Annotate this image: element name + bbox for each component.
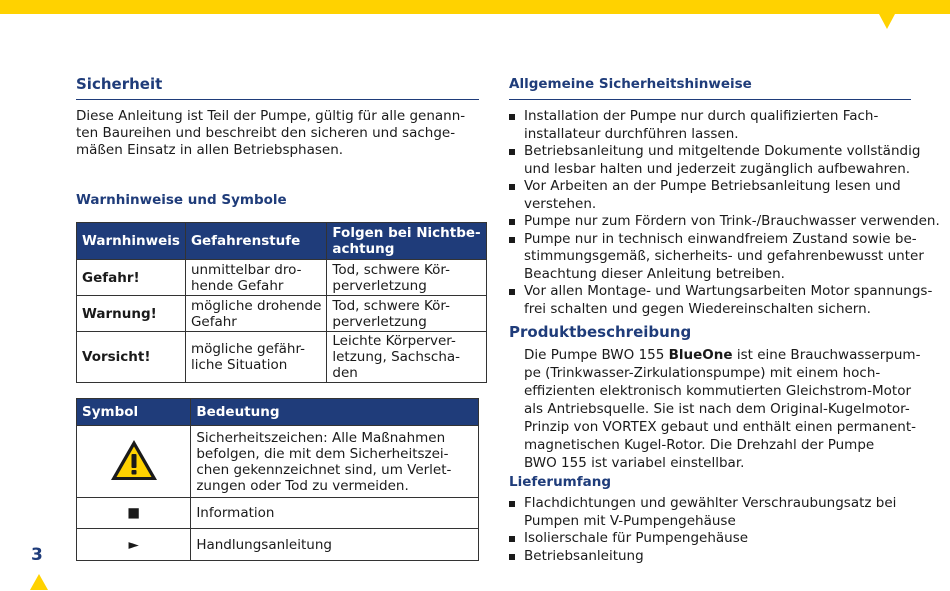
header-warnhinweis: Warnhinweis — [77, 223, 186, 260]
section-title-sicherheit: Sicherheit — [76, 75, 163, 93]
list-item: Installation der Pumpe nur durch qualifizierten Fach- installateur durchführen lassen. — [509, 108, 940, 143]
delivery-list — [509, 495, 896, 565]
warn-heading: Warnhinweise und Symbole — [76, 192, 287, 208]
warning-table — [76, 222, 487, 383]
list-item: Pumpe nur zum Fördern von Trink-/Brauchwasser verwenden. — [509, 213, 940, 231]
symbol-table-header — [77, 399, 479, 426]
meaning-cell: Handlungsanleitung — [191, 529, 479, 561]
title-rule — [509, 99, 911, 100]
symbol-cell — [77, 498, 191, 529]
row-label: Vorsicht! — [77, 332, 186, 383]
list-item: Isolierschale für Pumpengehäuse — [509, 530, 896, 548]
warning-triangle-icon — [109, 438, 159, 482]
top-accent-bar — [0, 0, 950, 14]
list-item: Vor allen Montage- und Wartungsarbeiten Motor spannungs- frei schalten und gegen Wiedereinschalten sichern. — [509, 283, 940, 318]
section-title-sicherheitshinweise: Allgemeine Sicherheitshinweise — [509, 76, 752, 92]
header-bedeutung: Bedeutung — [191, 399, 479, 426]
intro-paragraph: Diese Anleitung ist Teil der Pumpe, gültig für alle genann- ten Baureihen und beschreibt den sicheren und sachge- mäßen Einsatz in allen Betriebsphasen. — [76, 108, 466, 158]
row-consequence: Tod, schwere Kör- perverletzung — [327, 260, 486, 296]
list-item: Betriebsanleitung und mitgeltende Dokumente vollständig und lesbar halten und jederzeit zugänglich aufbewahren. — [509, 143, 940, 178]
section-title-lieferumfang: Lieferumfang — [509, 474, 612, 490]
list-item: Flachdichtungen und gewählter Verschraubungsatz bei Pumpen mit V-Pumpengehäuse — [509, 495, 896, 530]
list-item: Pumpe nur in technisch einwandfreiem Zustand sowie be- stimmungsgemäß, sicherheits- und gefahrenbewusst unter Beachtung dieser Anleitung betreiben. — [509, 231, 940, 284]
table-row — [77, 498, 479, 529]
row-consequence: Leichte Körperver- letzung, Sachscha- den — [327, 332, 486, 383]
product-paragraph: Die Pumpe BWO 155 BlueOne ist eine Brauchwasserpum- pe (Trinkwasser-Zirkulationspumpe) mit einem hoch- effizienten elektronisch kommutierten Gleichstrom-Motor als Antriebsquelle. Sie ist nach dem Original-Kugelmotor- Prinzip von VORTEX gebaut und enthält einen permanent- magnetischen Kugel-Rotor. Die Drehzahl der Pumpe BWO 155 ist variabel einstellbar. — [524, 347, 921, 471]
symbol-cell — [77, 426, 191, 498]
table-row — [77, 260, 487, 296]
symbol-table — [76, 398, 479, 561]
meaning-cell: Sicherheitszeichen: Alle Maßnahmen befolgen, die mit dem Sicherheitszei- chen gekennzeichnet sind, um Verlet- zungen oder Tod zu vermeiden. — [191, 426, 479, 498]
row-level: mögliche drohende Gefahr — [185, 296, 326, 332]
list-item: Betriebsanleitung — [509, 548, 896, 566]
row-label: Gefahr! — [77, 260, 186, 296]
table-row — [77, 529, 479, 561]
list-item: Vor Arbeiten an der Pumpe Betriebsanleitung lesen und verstehen. — [509, 178, 940, 213]
meaning-cell: Information — [191, 498, 479, 529]
row-level: mögliche gefähr- liche Situation — [185, 332, 326, 383]
right-triangle-icon: ► — [128, 536, 139, 553]
row-level: unmittelbar dro- hende Gefahr — [185, 260, 326, 296]
row-label: Warnung! — [77, 296, 186, 332]
header-symbol: Symbol — [77, 399, 191, 426]
section-title-produktbeschreibung: Produktbeschreibung — [509, 323, 692, 341]
table-row — [77, 332, 487, 383]
black-square-icon: ■ — [127, 505, 141, 521]
safety-list — [509, 108, 940, 318]
header-gefahrenstufe: Gefahrenstufe — [185, 223, 326, 260]
top-marker-icon — [879, 14, 895, 29]
page-number: 3 — [31, 545, 43, 565]
table-row — [77, 426, 479, 498]
bottom-marker-icon — [30, 574, 48, 590]
warning-table-header — [77, 223, 487, 260]
title-rule — [76, 99, 479, 100]
symbol-cell — [77, 529, 191, 561]
table-row — [77, 296, 487, 332]
row-consequence: Tod, schwere Kör- perverletzung — [327, 296, 486, 332]
header-folgen: Folgen bei Nichtbe- achtung — [327, 223, 486, 260]
